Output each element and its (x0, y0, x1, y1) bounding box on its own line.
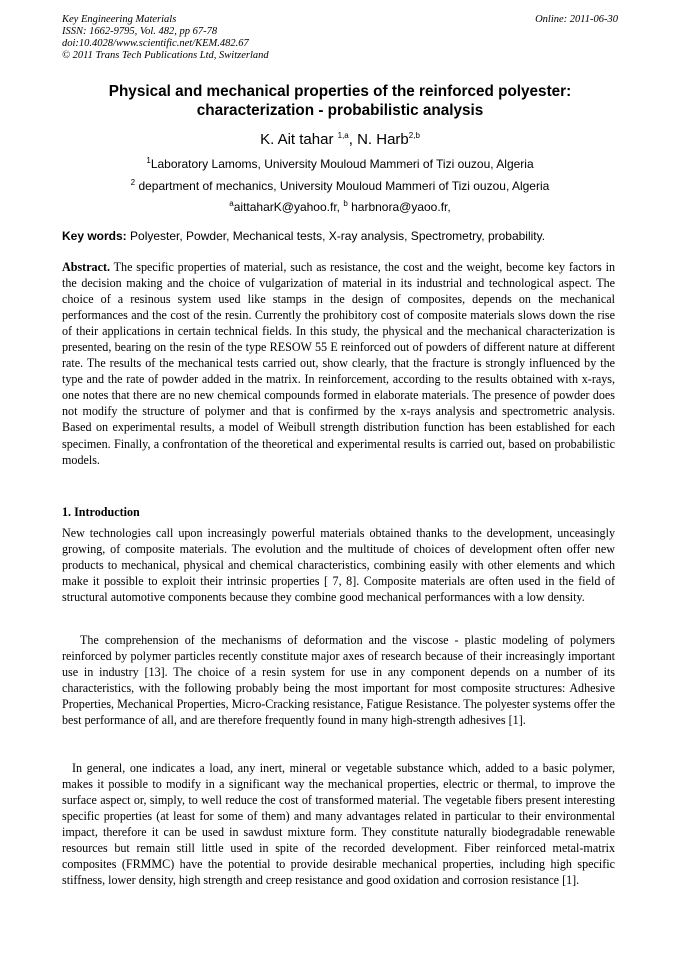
journal-name: Key Engineering Materials (62, 14, 177, 25)
affiliation-2-text: department of mechanics, University Mouloud Mammeri of Tizi ouzou, Algeria (135, 179, 550, 193)
author-1-marks: 1,a (337, 131, 349, 140)
affiliation-1-mark: 1 (146, 156, 151, 165)
intro-paragraph-1: New technologies call upon increasingly powerful materials obtained thanks to the development, unceasingly growing, of composite materials. The evolution and the multitude of choices of development often offer new products to mechanical, physical and chemical characteristics, combining easily with other elements and which make it possible to exploit their intrinsic properties [ 7, 8]. Composite materials are often used in the field of structural automotive components because they combine good mechanical performances with a low density. (62, 526, 615, 605)
author-emails (62, 199, 618, 215)
author-separator: , (348, 131, 358, 148)
author-1: K. Ait tahar (260, 131, 334, 148)
title-line-2: characterization - probabilistic analysis (196, 102, 484, 119)
author-2: N. Harb (357, 131, 409, 148)
keywords-label: Key words: (62, 229, 127, 243)
copyright-line: © 2011 Trans Tech Publications Ltd, Switzerland (62, 50, 269, 61)
author-2-marks: 2,b (408, 131, 420, 140)
keywords (62, 228, 618, 244)
issn-line: ISSN: 1662-9795, Vol. 482, pp 67-78 (62, 26, 218, 37)
affiliation-1-text: Laboratory Lamoms, University Mouloud Mammeri of Tizi ouzou, Algeria (150, 157, 534, 171)
title-line-1: Physical and mechanical properties of the reinforced polyester: (108, 83, 572, 100)
email-a: aittaharK@yahoo.fr, (233, 200, 344, 214)
paper-title (62, 82, 618, 120)
abstract-label: Abstract. (62, 260, 111, 274)
abstract-text: The specific properties of material, such as resistance, the cost and the weight, become key factors in the decision making and the choice of vulgarization of material in its industrial and technological aspect. The choice of a resinous system used like stamps in the design of composites, depends on the mechanical performances and the cost of the resin. Currently the prohibitory cost of composite materials slows down the rise of their applications in certain technical fields. In this study, the physical and the mechanical characterization is presented, bearing on the resin of the type RESOW 55 E reinforced out of powders of different nature at different rate. The results of the mechanical tests carried out, show clearly, that the fracture is strongly influenced by the type and the rate of powder added in the matrix. In reinforcement, according to the results obtained with x-rays, one notes that there are no new chemical compounds formed in elaborate materials. The presence of powder does not modify the structure of polymer and that is confirmed by the x-rays analysis and spectrometric analysis. Based on experimental results, a model of Weibull strength distribution function has been established for each specimen. Finally, a confrontation of the theoretical and experimental results is carried out, based on probabilistic models. (62, 260, 615, 467)
email-b: harbnora@yaoo.fr, (347, 200, 451, 214)
keywords-text: Polyester, Powder, Mechanical tests, X-ray analysis, Spectrometry, probability. (126, 229, 546, 243)
journal-header (62, 14, 618, 62)
online-date: Online: 2011-06-30 (535, 14, 618, 25)
doi-line: doi:10.4028/www.scientific.net/KEM.482.67 (62, 38, 249, 49)
author-list (62, 130, 618, 150)
affiliation-2 (62, 178, 618, 194)
intro-paragraph-2: The comprehension of the mechanisms of deformation and the viscose - plastic modeling of polymers reinforced by polymer particles recently constitute major axes of research because of their increasingly important use in industry [13]. The choice of a resin system for use in any component depends on a number of its characteristics, with the following probably being the most important for most composite structures: Adhesive Properties, Mechanical Properties, Micro-Cracking resistance, Fatigue Resistance. The polyester systems offer the best performance of all, and are therefore frequently found in many high-strength adhesives [1]. (62, 633, 615, 728)
email-a-mark: a (229, 199, 234, 208)
intro-paragraph-3: In general, one indicates a load, any inert, mineral or vegetable substance which, added to a basic polymer, makes it possible to modify in a significant way the mechanical properties, electric or thermal, to improve the surface aspect or, simply, to well reduce the cost of transformed material. The vegetable fibers present interesting specific properties (at least for some of them) and many advantages related in particular to their environmental impact, therefore it can be used in sawdust mixture form. They constitute naturally biodegradable renewable resources but remain still little used in spite of the recorded development. Fiber reinforced metal-matrix composites (FRMMC) have the potential to provide desirable mechanical properties, including high specific stiffness, lower density, high strength and creep resistance and good oxidation and corrosion resistance [1]. (62, 761, 615, 888)
section-heading-introduction: 1. Introduction (62, 505, 140, 519)
affiliation-2-mark: 2 (130, 178, 136, 187)
email-b-mark: b (343, 199, 348, 208)
abstract (62, 259, 615, 468)
affiliation-1 (62, 156, 618, 172)
